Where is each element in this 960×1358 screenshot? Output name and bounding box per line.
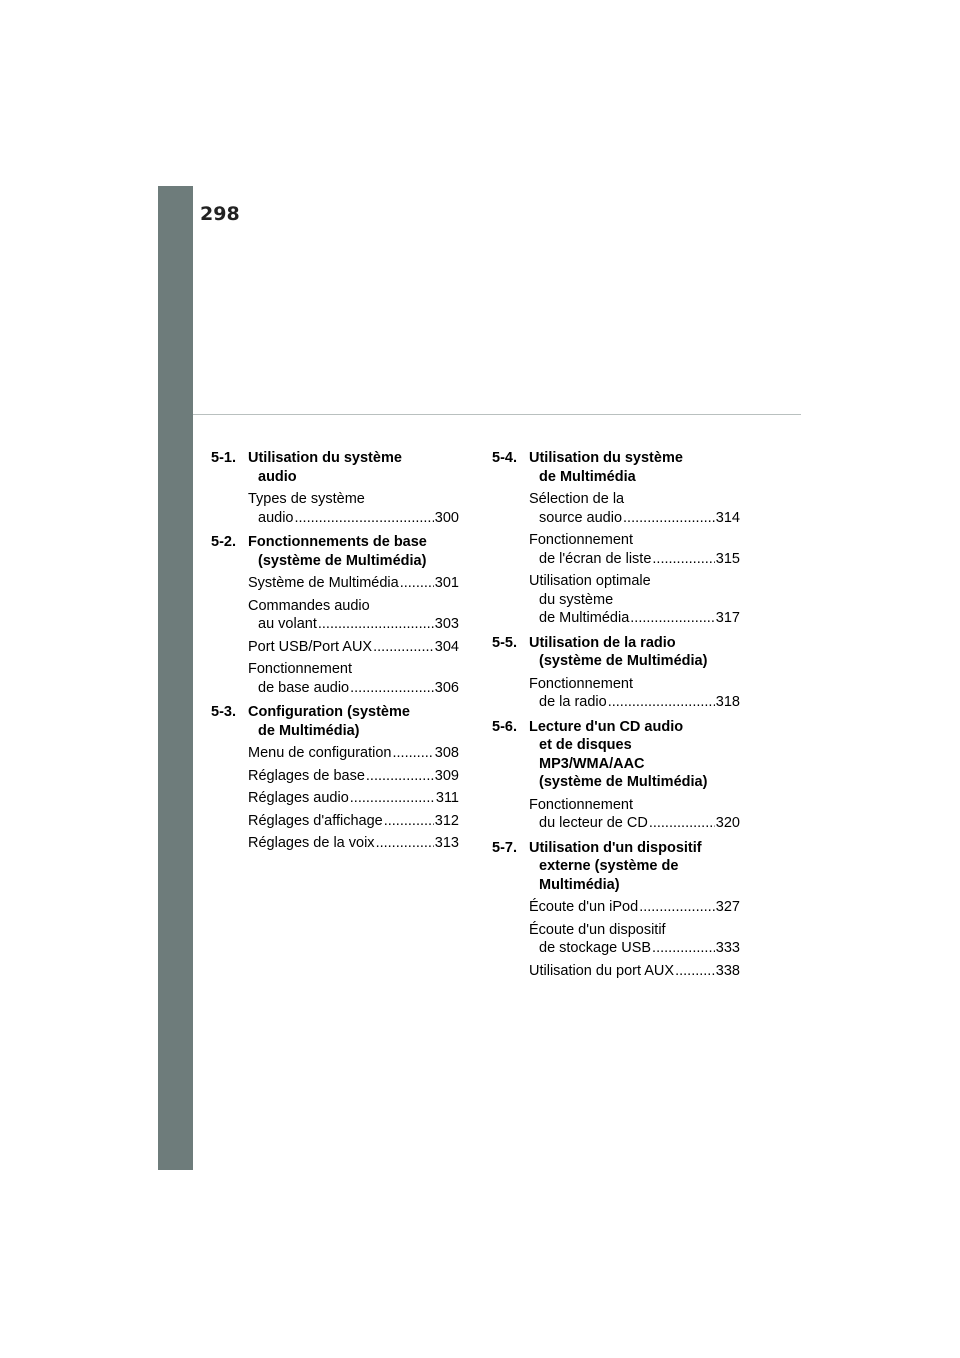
entry-page-number: 312 xyxy=(434,812,459,829)
entry-text: audio xyxy=(258,509,294,526)
section-number: 5-3. xyxy=(211,704,236,720)
section-title xyxy=(529,718,740,792)
entry-text: Menu de configuration xyxy=(248,745,392,761)
entry-text: de la radio xyxy=(539,694,607,710)
section-heading xyxy=(211,703,459,740)
entry-text: de stockage USB xyxy=(539,940,652,956)
section-title-line: Configuration (système xyxy=(248,704,410,720)
entry-page-number: 320 xyxy=(715,815,740,831)
toc-section xyxy=(211,449,459,527)
entry-final-line xyxy=(529,550,740,569)
entry-final-line xyxy=(248,789,459,808)
entry-text-line: Fonctionnement xyxy=(529,675,633,692)
section-number: 5-5. xyxy=(492,634,517,651)
entry-final-line xyxy=(248,834,459,853)
entry-page-number: 308 xyxy=(434,745,459,761)
dot-leader xyxy=(639,898,715,917)
entry-text-line: du système xyxy=(539,591,614,608)
section-title xyxy=(248,703,459,740)
entry-final-line xyxy=(529,898,740,917)
toc-entry[interactable] xyxy=(529,962,740,981)
toc-section xyxy=(211,703,459,853)
entry-text: Réglages de la voix xyxy=(248,835,375,851)
section-number: 5-4. xyxy=(492,450,517,466)
toc-entry[interactable] xyxy=(529,675,740,712)
entry-final-line xyxy=(248,509,459,528)
section-title-line: de Multimédia) xyxy=(258,722,360,739)
section-heading xyxy=(211,449,459,486)
entry-final-line xyxy=(529,693,740,712)
dot-leader xyxy=(350,789,435,808)
entry-text-line: Écoute d'un dispositif xyxy=(529,921,666,938)
section-title-line: (système de Multimédia) xyxy=(539,653,708,669)
entry-text: Système de Multimédia xyxy=(248,575,399,591)
entry-final-line xyxy=(248,767,459,786)
dot-leader xyxy=(350,679,434,698)
section-number: 5-1. xyxy=(211,450,236,466)
entry-final-line xyxy=(248,679,459,698)
dot-leader xyxy=(393,744,434,763)
dot-leader xyxy=(384,812,434,831)
section-heading xyxy=(492,634,740,671)
toc-entry[interactable] xyxy=(248,490,459,527)
entry-page-number: 303 xyxy=(434,616,459,632)
section-title-line: MP3/WMA/AAC xyxy=(539,755,645,772)
entry-text: Réglages de base xyxy=(248,767,365,784)
dot-leader xyxy=(294,509,433,528)
toc-entry[interactable] xyxy=(248,767,459,786)
entry-final-line xyxy=(529,814,740,833)
entry-page-number: 311 xyxy=(435,790,459,806)
toc-entry[interactable] xyxy=(248,597,459,634)
toc-entry[interactable] xyxy=(248,638,459,657)
toc-column-left xyxy=(211,449,459,859)
section-title-line: Multimédia) xyxy=(539,876,620,893)
page-number: 298 xyxy=(200,203,240,225)
section-number: 5-2. xyxy=(211,534,236,550)
entry-text-line: Fonctionnement xyxy=(529,532,633,548)
section-title-line: audio xyxy=(258,468,297,485)
toc-column-right xyxy=(492,449,740,986)
entry-page-number: 309 xyxy=(434,767,459,784)
section-title-line: (système de Multimédia) xyxy=(539,774,708,790)
dot-leader xyxy=(608,693,715,712)
section-title-line: (système de Multimédia) xyxy=(258,552,427,569)
entry-final-line xyxy=(529,962,740,981)
entry-page-number: 313 xyxy=(434,835,459,851)
section-title-line: Fonctionnements de base xyxy=(248,534,427,550)
entry-text-line: Fonctionnement xyxy=(248,661,352,677)
entry-text: au volant xyxy=(258,616,317,632)
toc-entry[interactable] xyxy=(529,531,740,568)
section-heading xyxy=(211,533,459,570)
entry-text-line: Types de système xyxy=(248,491,365,507)
entry-text: source audio xyxy=(539,509,623,526)
entry-final-line xyxy=(529,939,740,958)
dot-leader xyxy=(652,939,715,958)
section-title-line: Lecture d'un CD audio xyxy=(529,718,684,735)
entry-page-number: 338 xyxy=(715,962,740,979)
section-heading xyxy=(492,718,740,792)
section-title-line: de Multimédia xyxy=(539,468,636,485)
entry-text: Port USB/Port AUX xyxy=(248,638,373,655)
entry-page-number: 314 xyxy=(715,509,740,526)
entry-text: de Multimédia xyxy=(539,610,630,626)
toc-entry[interactable] xyxy=(248,744,459,763)
entry-final-line xyxy=(248,812,459,831)
section-title xyxy=(529,839,740,895)
section-title-line: Utilisation du système xyxy=(248,450,402,466)
entry-text: de base audio xyxy=(258,679,350,696)
entry-text-line: Commandes audio xyxy=(248,597,370,614)
section-title xyxy=(248,533,459,570)
toc-entry[interactable] xyxy=(529,898,740,917)
entry-final-line xyxy=(529,509,740,528)
entry-page-number: 301 xyxy=(434,575,459,591)
entry-text-line: Fonctionnement xyxy=(529,796,633,813)
section-number: 5-7. xyxy=(492,839,517,856)
section-title xyxy=(248,449,459,486)
toc-entry[interactable] xyxy=(248,660,459,697)
header-divider xyxy=(193,414,801,415)
entry-text: de l'écran de liste xyxy=(539,550,652,567)
toc-section xyxy=(492,718,740,833)
toc-section xyxy=(492,634,740,712)
dot-leader xyxy=(652,550,714,569)
section-title xyxy=(529,634,740,671)
dot-leader xyxy=(400,574,434,593)
toc-entry[interactable] xyxy=(529,572,740,628)
entry-final-line xyxy=(248,638,459,657)
entry-text-line: Utilisation optimale xyxy=(529,573,651,589)
entry-page-number: 304 xyxy=(434,638,459,655)
entry-page-number: 327 xyxy=(715,899,740,915)
dot-leader xyxy=(376,834,434,853)
toc-section xyxy=(492,449,740,628)
entry-final-line xyxy=(248,615,459,634)
toc-section xyxy=(211,533,459,697)
toc-entry[interactable] xyxy=(248,834,459,853)
dot-leader xyxy=(366,767,434,786)
section-heading xyxy=(492,839,740,895)
toc-entry[interactable] xyxy=(248,789,459,808)
section-title-line: Utilisation du système xyxy=(529,450,683,466)
dot-leader xyxy=(623,509,715,528)
entry-final-line xyxy=(529,609,740,628)
section-title-line: externe (système de xyxy=(539,858,679,874)
entry-text: Écoute d'un iPod xyxy=(529,899,639,915)
toc-entry[interactable] xyxy=(248,574,459,593)
entry-text: du lecteur de CD xyxy=(539,815,648,831)
entry-page-number: 300 xyxy=(434,509,459,526)
toc-entry[interactable] xyxy=(529,490,740,527)
dot-leader xyxy=(649,814,715,833)
section-title-line: Utilisation d'un dispositif xyxy=(529,839,702,856)
entry-text: Réglages audio xyxy=(248,790,349,806)
entry-page-number: 315 xyxy=(715,550,740,567)
entry-page-number: 333 xyxy=(715,940,740,956)
toc-entry[interactable] xyxy=(529,796,740,833)
dot-leader xyxy=(373,638,434,657)
entry-page-number: 306 xyxy=(434,679,459,696)
entry-text: Réglages d'affichage xyxy=(248,812,383,829)
toc-section xyxy=(492,839,740,981)
chapter-tab-bar xyxy=(158,186,193,1170)
entry-final-line xyxy=(248,744,459,763)
dot-leader xyxy=(675,962,715,981)
toc-entry[interactable] xyxy=(529,921,740,958)
entry-page-number: 318 xyxy=(715,694,740,710)
dot-leader xyxy=(318,615,434,634)
dot-leader xyxy=(630,609,715,628)
entry-page-number: 317 xyxy=(715,610,740,626)
section-heading xyxy=(492,449,740,486)
section-title-line: et de disques xyxy=(539,737,632,753)
entry-text-line: Sélection de la xyxy=(529,491,625,507)
entry-text: Utilisation du port AUX xyxy=(529,962,675,979)
section-number: 5-6. xyxy=(492,718,517,735)
toc-entry[interactable] xyxy=(248,812,459,831)
section-title-line: Utilisation de la radio xyxy=(529,634,676,651)
section-title xyxy=(529,449,740,486)
entry-final-line xyxy=(248,574,459,593)
